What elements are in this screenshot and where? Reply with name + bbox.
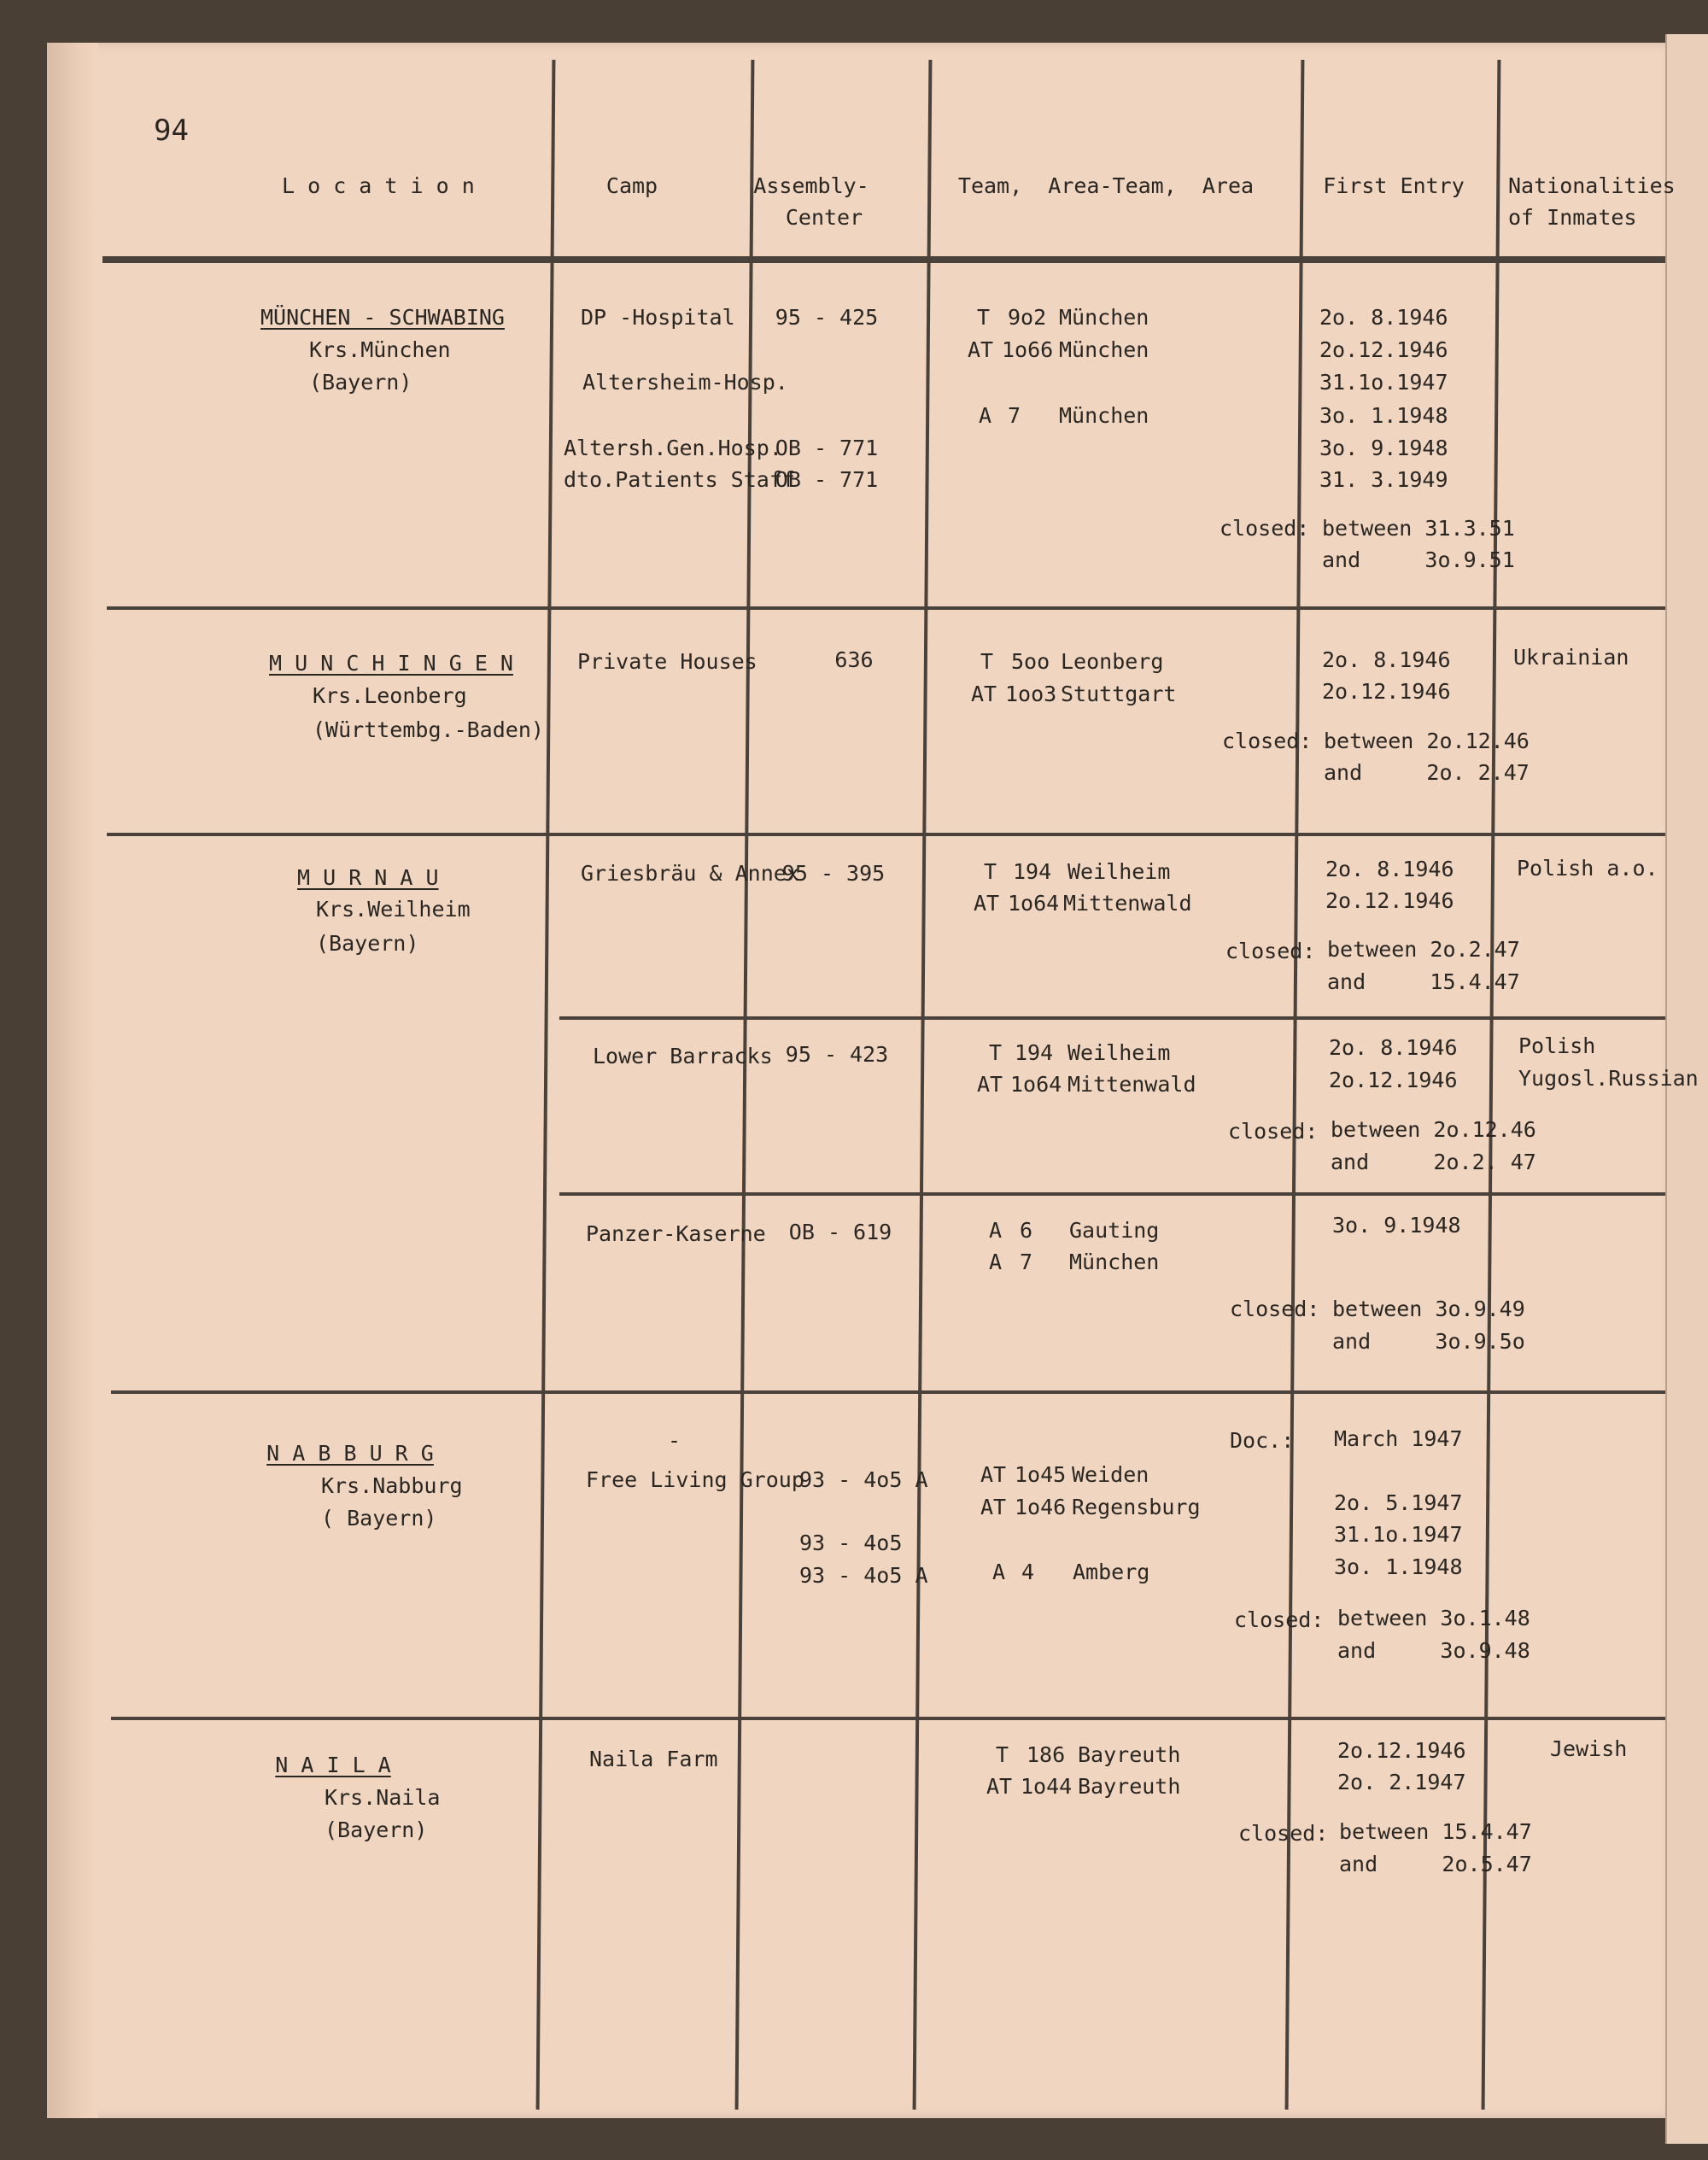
doc-label: Doc.: <box>1230 1428 1295 1453</box>
team-type: AT <box>986 1774 1013 1799</box>
header-assembly-center: Center <box>785 205 863 230</box>
team-number: 6 <box>1020 1218 1033 1243</box>
row-divider <box>107 833 1665 836</box>
team-number: 1o45 <box>1015 1462 1067 1487</box>
team-number: 7 <box>1020 1250 1033 1274</box>
closed-and: and 3o.9.51 <box>1322 547 1515 572</box>
team-type: T <box>996 1742 1009 1767</box>
header-location: L o c a t i o n <box>282 173 475 198</box>
assembly-center: 93 - 4o5 <box>799 1531 903 1555</box>
header-assembly-center: Assembly- <box>753 173 869 198</box>
location-name: M U N C H I N G E N <box>269 651 513 676</box>
page-binding-shadow <box>47 43 98 2118</box>
header-first-entry: First Entry <box>1323 173 1465 198</box>
team-number: 194 <box>1013 859 1052 884</box>
team-area: Mittenwald <box>1063 891 1192 916</box>
row-divider <box>111 1717 1665 1720</box>
assembly-center: 95 - 423 <box>785 1042 889 1067</box>
closed-between: between 2o.2.47 <box>1327 937 1520 962</box>
closed-label: closed: <box>1222 729 1313 753</box>
row-divider <box>111 1390 1665 1394</box>
team-number: 4 <box>1021 1560 1035 1584</box>
team-area: Stuttgart <box>1061 682 1177 706</box>
header-rule <box>102 256 1665 263</box>
page-number: 94 <box>154 114 189 148</box>
team-type: A <box>989 1250 1003 1274</box>
first-entry-date: 2o.12.1946 <box>1319 337 1448 362</box>
first-entry-date: 31.1o.1947 <box>1334 1522 1463 1547</box>
team-type: AT <box>968 337 994 362</box>
camp-name: Free Living Group <box>586 1467 804 1492</box>
location-state: ( Bayern) <box>321 1506 437 1531</box>
team-number: 7 <box>1008 403 1021 428</box>
closed-and: and 2o.2. 47 <box>1331 1150 1536 1174</box>
closed-between: between 2o.12.46 <box>1331 1117 1536 1142</box>
closed-label: closed: <box>1225 939 1316 963</box>
team-area: Weilheim <box>1068 1040 1171 1065</box>
camp-name: Private Houses <box>577 649 757 674</box>
team-area: Gauting <box>1069 1218 1160 1243</box>
location-district: Krs.München <box>309 337 451 362</box>
location-state: (Bayern) <box>316 931 419 956</box>
team-number: 1o44 <box>1021 1774 1073 1799</box>
assembly-center: 636 <box>834 647 874 672</box>
closed-label: closed: <box>1228 1119 1319 1144</box>
location-state: (Bayern) <box>325 1818 428 1842</box>
team-area: Mittenwald <box>1068 1072 1196 1097</box>
team-area: Weilheim <box>1068 859 1171 884</box>
team-type: T <box>977 305 991 330</box>
team-type: T <box>984 859 997 884</box>
team-number: 1oo3 <box>1005 682 1057 706</box>
team-type: AT <box>980 1462 1007 1487</box>
team-number: 1o64 <box>1008 891 1060 916</box>
first-entry-date: March 1947 <box>1334 1426 1463 1451</box>
team-type: T <box>989 1040 1003 1065</box>
first-entry-date: 3o. 1.1948 <box>1319 403 1448 428</box>
team-area: München <box>1069 1250 1160 1274</box>
closed-and: and 15.4.47 <box>1327 969 1520 994</box>
first-entry-date: 2o.12.1946 <box>1325 888 1454 913</box>
team-type: AT <box>980 1495 1007 1519</box>
nationality: Jewish <box>1550 1736 1628 1761</box>
assembly-center: 93 - 4o5 A <box>799 1467 928 1492</box>
closed-between: between 15.4.47 <box>1339 1819 1532 1844</box>
subrow-divider <box>559 1192 1665 1196</box>
header-nationalities: of Inmates <box>1508 205 1637 230</box>
first-entry-date: 31. 3.1949 <box>1319 467 1448 492</box>
camp-name: DP -Hospital <box>581 305 735 330</box>
team-number: 5oo <box>1011 649 1050 674</box>
location-name: N A I L A <box>275 1753 391 1777</box>
team-type: A <box>992 1560 1006 1584</box>
team-number: 1o46 <box>1015 1495 1067 1519</box>
location-district: Krs.Nabburg <box>321 1473 463 1498</box>
team-number: 1o66 <box>1002 337 1054 362</box>
nationality: Yugosl.Russian <box>1518 1066 1699 1091</box>
location-state: (Württembg.-Baden) <box>313 717 544 742</box>
first-entry-date: 3o. 9.1948 <box>1332 1213 1461 1238</box>
camp-name: Altersheim-Hosp. <box>582 370 788 395</box>
team-area: Amberg <box>1073 1560 1150 1584</box>
team-number: 1o64 <box>1010 1072 1062 1097</box>
closed-and: and 2o.5.47 <box>1339 1852 1532 1876</box>
team-area: Bayreuth <box>1078 1774 1181 1799</box>
team-type: T <box>980 649 994 674</box>
location-name: N A B B U R G <box>266 1441 434 1466</box>
team-type: A <box>989 1218 1003 1243</box>
team-type: AT <box>977 1072 1003 1097</box>
header-camp: Camp <box>605 173 658 198</box>
camp-name: Altersh.Gen.Hosp. <box>564 436 782 460</box>
closed-between: between 2o.12.46 <box>1324 729 1530 753</box>
team-type: A <box>979 403 992 428</box>
first-entry-date: 2o. 2.1947 <box>1337 1770 1466 1794</box>
header-team: Team, Area-Team, Area <box>957 173 1255 198</box>
assembly-center: OB - 619 <box>788 1220 892 1244</box>
team-area: München <box>1059 337 1149 362</box>
first-entry-date: 2o.12.1946 <box>1322 679 1451 704</box>
closed-and: and 2o. 2.47 <box>1324 760 1530 785</box>
camp-name: - <box>668 1428 681 1453</box>
team-area: Leonberg <box>1061 649 1164 674</box>
closed-label: closed: <box>1234 1607 1325 1632</box>
camp-name: dto.Patients Staff <box>564 467 795 492</box>
nationality: Polish <box>1518 1033 1596 1058</box>
team-area: München <box>1059 403 1149 428</box>
closed-label: closed: <box>1238 1821 1329 1846</box>
nationality: Ukrainian <box>1513 645 1629 670</box>
location-district: Krs.Leonberg <box>313 683 467 708</box>
closed-between: between 31.3.51 <box>1322 516 1515 541</box>
camp-name: Griesbräu & Annex <box>581 861 799 886</box>
first-entry-date: 2o. 8.1946 <box>1329 1035 1458 1060</box>
camp-name: Naila Farm <box>589 1747 718 1771</box>
closed-between: between 3o.9.49 <box>1332 1297 1525 1321</box>
first-entry-date: 2o. 8.1946 <box>1319 305 1448 330</box>
first-entry-date: 3o. 9.1948 <box>1319 436 1448 460</box>
location-district: Krs.Naila <box>325 1785 441 1810</box>
first-entry-date: 2o. 5.1947 <box>1334 1490 1463 1515</box>
closed-and: and 3o.9.48 <box>1337 1638 1530 1663</box>
assembly-center: 95 - 395 <box>781 861 886 886</box>
assembly-center: OB - 771 <box>775 467 879 492</box>
first-entry-date: 31.1o.1947 <box>1319 370 1448 395</box>
location-district: Krs.Weilheim <box>316 897 471 922</box>
team-area: München <box>1059 305 1149 330</box>
row-divider <box>107 606 1665 610</box>
camp-name: Lower Barracks <box>593 1044 773 1068</box>
team-area: Regensburg <box>1072 1495 1201 1519</box>
location-name: MÜNCHEN - SCHWABING <box>260 305 505 330</box>
location-name: M U R N A U <box>297 865 439 890</box>
team-type: AT <box>971 682 997 706</box>
nationality: Polish a.o. <box>1517 856 1658 881</box>
camp-name: Panzer-Kaserne <box>586 1221 766 1246</box>
first-entry-date: 2o. 8.1946 <box>1322 647 1451 672</box>
header-nationalities: Nationalities <box>1508 173 1676 198</box>
closed-label: closed: <box>1230 1297 1320 1321</box>
closed-and: and 3o.9.5o <box>1332 1329 1525 1354</box>
team-number: 194 <box>1015 1040 1054 1065</box>
closed-between: between 3o.1.48 <box>1337 1606 1530 1630</box>
team-number: 186 <box>1027 1742 1066 1767</box>
team-type: AT <box>974 891 1000 916</box>
first-entry-date: 2o.12.1946 <box>1337 1738 1466 1763</box>
first-entry-date: 2o. 8.1946 <box>1325 857 1454 881</box>
location-state: (Bayern) <box>309 370 412 395</box>
closed-label: closed: <box>1220 516 1310 541</box>
first-entry-date: 2o.12.1946 <box>1329 1068 1458 1092</box>
assembly-center: 95 - 425 <box>775 305 879 330</box>
assembly-center: OB - 771 <box>775 436 879 460</box>
team-area: Weiden <box>1072 1462 1149 1487</box>
first-entry-date: 3o. 1.1948 <box>1334 1554 1463 1579</box>
team-number: 9o2 <box>1008 305 1047 330</box>
team-area: Bayreuth <box>1078 1742 1181 1767</box>
subrow-divider <box>559 1016 1665 1020</box>
assembly-center: 93 - 4o5 A <box>799 1563 928 1588</box>
